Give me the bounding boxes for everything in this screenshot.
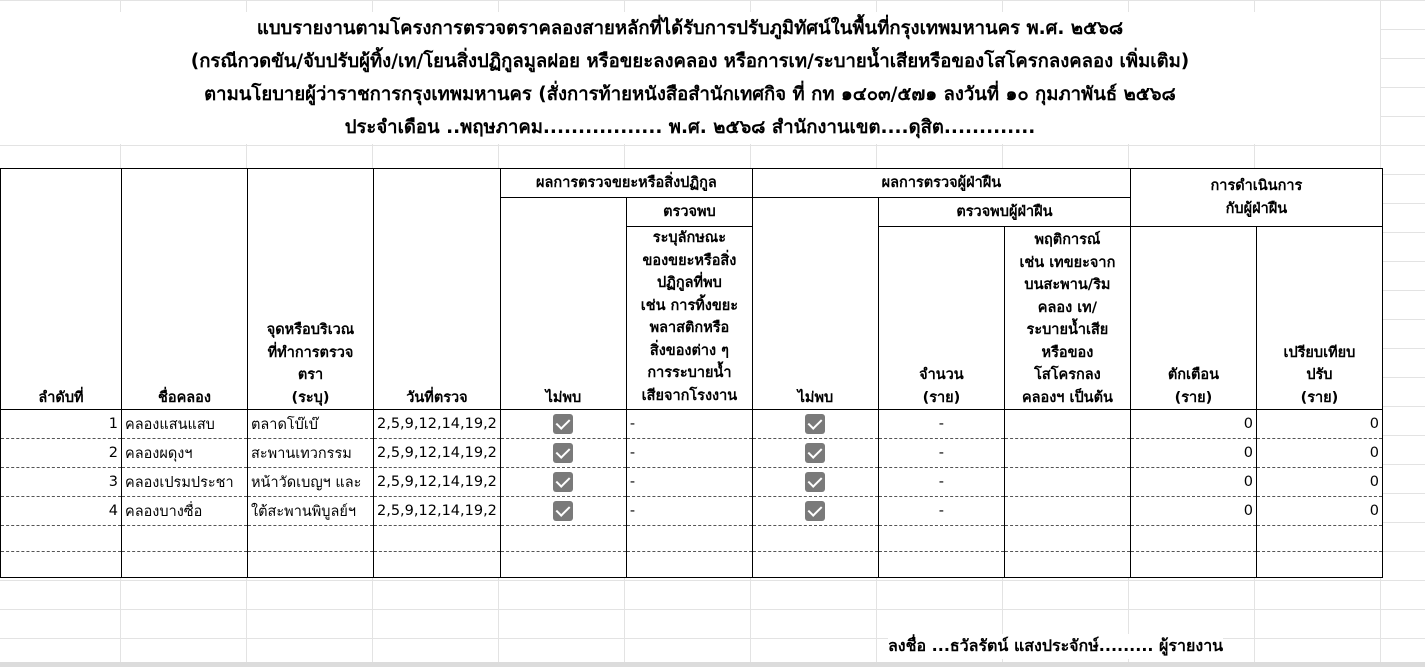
cell-canal[interactable]: คลองผดุงฯ	[122, 439, 248, 468]
cell-location[interactable]: ใต้สะพานพิบูลย์ฯ	[248, 497, 374, 526]
empty-cell[interactable]	[752, 526, 878, 552]
report-title-line-2: (กรณีกวดขัน/จับปรับผู้ทิ้ง/เท/โยนสิ่งปฏิกูลมูลฝอย หรือขยะลงคลอง หรือการเท/ระบายน้ำเสียหรือของโสโครกลงคลอง เพิ่มเติม)	[0, 45, 1380, 78]
cell-warn[interactable]: 0	[1130, 410, 1256, 439]
checked-checkbox-icon[interactable]	[553, 414, 573, 434]
cell-violator-not-found[interactable]	[752, 468, 878, 497]
header-waste-found-detail[interactable]: ระบุลักษณะ ของขยะหรือสิ่ง ปฏิกูลที่พบ เช่น การทิ้งขยะ พลาสติกหรือ สิ่งของต่าง ๆ การระบายน้ำ เสียจากโรงงาน	[626, 227, 752, 410]
header-violator-found[interactable]: ตรวจพบผู้ฝ่าฝืน	[878, 198, 1130, 227]
table-row	[1, 497, 1383, 526]
cell-location[interactable]: สะพานเทวกรรม	[248, 439, 374, 468]
cell-dates[interactable]: 2,5,9,12,14,19,2	[374, 497, 501, 526]
cell-fine[interactable]: 0	[1256, 497, 1382, 526]
cell-dates[interactable]: 2,5,9,12,14,19,2	[374, 468, 501, 497]
header-date[interactable]: วันที่ตรวจ	[374, 169, 501, 410]
empty-cell[interactable]	[374, 552, 501, 578]
report-title-block	[0, 12, 1380, 144]
cell-count[interactable]: -	[878, 497, 1004, 526]
empty-cell[interactable]	[248, 552, 374, 578]
cell-waste-detail[interactable]: -	[626, 497, 752, 526]
header-waste-group[interactable]: ผลการตรวจขยะหรือสิ่งปฏิกูล	[500, 169, 752, 198]
header-violator-count[interactable]: จำนวน (ราย)	[878, 227, 1004, 410]
cell-fine[interactable]: 0	[1256, 468, 1382, 497]
cell-waste-detail[interactable]: -	[626, 468, 752, 497]
empty-cell[interactable]	[1004, 526, 1130, 552]
cell-behavior[interactable]	[1004, 439, 1130, 468]
table-row	[1, 439, 1383, 468]
cell-count[interactable]: -	[878, 410, 1004, 439]
checked-checkbox-icon[interactable]	[553, 472, 573, 492]
empty-cell[interactable]	[122, 552, 248, 578]
checked-checkbox-icon[interactable]	[805, 443, 825, 463]
empty-row	[1, 552, 1383, 578]
cell-waste-detail[interactable]: -	[626, 439, 752, 468]
cell-canal[interactable]: คลองเปรมประชา	[122, 468, 248, 497]
header-violator-behavior[interactable]: พฤติการณ์ เช่น เทขยะจาก บนสะพาน/ริม คลอง เท/ ระบายน้ำเสีย หรือของ โสโครกลง คลองฯ เป็นต้น	[1004, 227, 1130, 410]
header-no[interactable]: ลำดับที่	[1, 169, 122, 410]
cell-canal[interactable]: คลองบางซื่อ	[122, 497, 248, 526]
header-fine[interactable]: เปรียบเทียบ ปรับ (ราย)	[1256, 227, 1382, 410]
cell-no[interactable]: 4	[1, 497, 122, 526]
empty-cell[interactable]	[1004, 552, 1130, 578]
empty-cell[interactable]	[626, 552, 752, 578]
report-title-line-1: แบบรายงานตามโครงการตรวจตราคลองสายหลักที่ได้รับการปรับภูมิทัศน์ในพื้นที่กรุงเทพมหานคร พ.ศ. ๒๕๖๘	[0, 12, 1380, 45]
empty-cell[interactable]	[374, 526, 501, 552]
checked-checkbox-icon[interactable]	[805, 472, 825, 492]
cell-no[interactable]: 2	[1, 439, 122, 468]
header-action-group[interactable]: การดำเนินการ กับผู้ฝ่าฝืน	[1130, 169, 1382, 227]
empty-cell[interactable]	[1130, 526, 1256, 552]
cell-behavior[interactable]	[1004, 497, 1130, 526]
cell-waste-not-found[interactable]	[500, 497, 626, 526]
empty-cell[interactable]	[878, 526, 1004, 552]
cell-location[interactable]: ตลาดโบ๊เบ๊	[248, 410, 374, 439]
empty-cell[interactable]	[1130, 552, 1256, 578]
checked-checkbox-icon[interactable]	[553, 501, 573, 521]
checked-checkbox-icon[interactable]	[805, 501, 825, 521]
header-warn[interactable]: ตักเตือน (ราย)	[1130, 227, 1256, 410]
header-violator-not-found[interactable]: ไม่พบ	[752, 198, 878, 410]
empty-cell[interactable]	[500, 526, 626, 552]
checked-checkbox-icon[interactable]	[553, 443, 573, 463]
cell-location[interactable]: หน้าวัดเบญฯ และ	[248, 468, 374, 497]
cell-dates[interactable]: 2,5,9,12,14,19,2	[374, 439, 501, 468]
cell-warn[interactable]: 0	[1130, 439, 1256, 468]
report-title-line-4: ประจำเดือน ..พฤษภาคม................. พ.ศ. ๒๕๖๘ สำนักงานเขต....ดุสิต.............	[0, 111, 1380, 144]
report-title-line-3: ตามนโยบายผู้ว่าราชการกรุงเทพมหานคร (สั่งการท้ายหนังสือสำนักเทศกิจ ที่ กท ๑๔๐๓/๕๗๑ ลงวันที่ ๑๐ กุมภาพันธ์ ๒๕๖๘	[0, 78, 1380, 111]
cell-no[interactable]: 3	[1, 468, 122, 497]
empty-cell[interactable]	[1256, 552, 1382, 578]
empty-cell[interactable]	[1, 552, 122, 578]
header-waste-found[interactable]: ตรวจพบ	[626, 198, 752, 227]
cell-count[interactable]: -	[878, 439, 1004, 468]
checked-checkbox-icon[interactable]	[805, 414, 825, 434]
cell-violator-not-found[interactable]	[752, 497, 878, 526]
cell-waste-not-found[interactable]	[500, 468, 626, 497]
sheet-bottom-bar	[0, 662, 1425, 667]
cell-no[interactable]: 1	[1, 410, 122, 439]
empty-row	[1, 526, 1383, 552]
cell-fine[interactable]: 0	[1256, 410, 1382, 439]
cell-waste-detail[interactable]: -	[626, 410, 752, 439]
header-location[interactable]: จุดหรือบริเวณ ที่ทำการตรวจ ตรา (ระบุ)	[248, 169, 374, 410]
empty-cell[interactable]	[1256, 526, 1382, 552]
cell-dates[interactable]: 2,5,9,12,14,19,2	[374, 410, 501, 439]
cell-waste-not-found[interactable]	[500, 439, 626, 468]
cell-violator-not-found[interactable]	[752, 439, 878, 468]
cell-warn[interactable]: 0	[1130, 497, 1256, 526]
cell-canal[interactable]: คลองแสนแสบ	[122, 410, 248, 439]
cell-behavior[interactable]	[1004, 468, 1130, 497]
empty-cell[interactable]	[752, 552, 878, 578]
empty-cell[interactable]	[122, 526, 248, 552]
cell-warn[interactable]: 0	[1130, 468, 1256, 497]
empty-cell[interactable]	[500, 552, 626, 578]
table-row	[1, 468, 1383, 497]
header-violator-group[interactable]: ผลการตรวจผู้ฝ่าฝืน	[752, 169, 1130, 198]
header-waste-not-found[interactable]: ไม่พบ	[500, 198, 626, 410]
reporter-signature: ลงชื่อ ...ธวัลรัตน์ แสงประจักษ์......... ผู้รายงาน	[888, 634, 1223, 659]
empty-cell[interactable]	[1, 526, 122, 552]
cell-fine[interactable]: 0	[1256, 439, 1382, 468]
header-canal[interactable]: ชื่อคลอง	[122, 169, 248, 410]
cell-behavior[interactable]	[1004, 410, 1130, 439]
report-table	[0, 168, 1383, 578]
table-row	[1, 410, 1383, 439]
cell-violator-not-found[interactable]	[752, 410, 878, 439]
empty-cell[interactable]	[878, 552, 1004, 578]
empty-cell[interactable]	[248, 526, 374, 552]
cell-count[interactable]: -	[878, 468, 1004, 497]
cell-waste-not-found[interactable]	[500, 410, 626, 439]
empty-cell[interactable]	[626, 526, 752, 552]
